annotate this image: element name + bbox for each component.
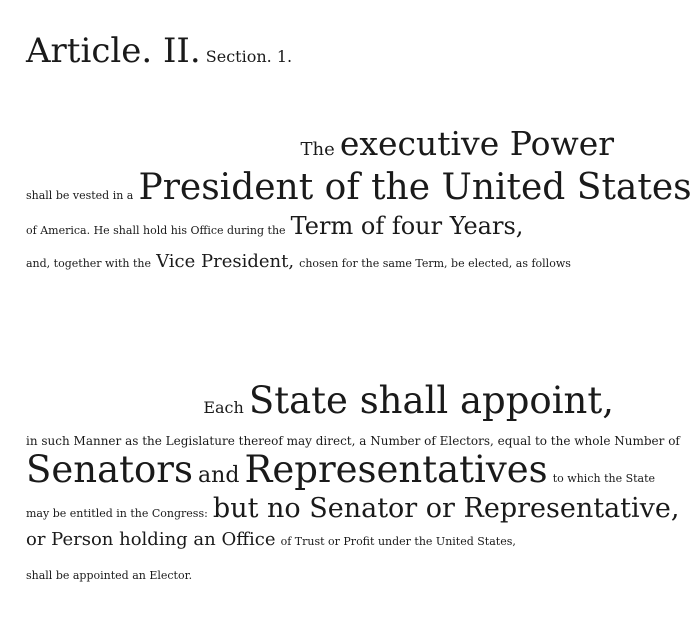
p1-line3 xyxy=(26,214,614,238)
p1-line1 xyxy=(26,124,614,163)
p2-line2 xyxy=(26,432,680,448)
p2-line3-small: to which the State xyxy=(552,472,656,485)
the-word: The xyxy=(300,139,335,160)
article-title: Article. II. xyxy=(26,31,201,71)
p2-line1 xyxy=(26,379,614,422)
p2-line3 xyxy=(26,448,656,491)
section-title: Section. 1. xyxy=(205,47,293,66)
executive-power-phrase: executive Power xyxy=(339,124,614,163)
state-shall-appoint-phrase: State shall appoint, xyxy=(248,379,614,422)
p2-line5-small: of Trust or Profit under the United States, xyxy=(280,535,516,548)
p2-line4 xyxy=(26,493,680,524)
p1-line4-small-a: and, together with the xyxy=(26,257,151,270)
representatives-word: Representatives xyxy=(244,448,548,491)
each-word: Each xyxy=(203,398,244,417)
p1-line4 xyxy=(26,253,614,271)
p2-line5 xyxy=(26,531,614,549)
p1-line3-small: of America. He shall hold his Office during the xyxy=(26,224,286,237)
p2-line2-text: in such Manner as the Legislature thereof may direct, a Number of Electors, equal to the whole Number of xyxy=(26,434,680,448)
no-senator-phrase: but no Senator or Representative, xyxy=(212,493,680,524)
vice-president-phrase: Vice President, xyxy=(156,251,295,272)
term-phrase: Term of four Years, xyxy=(290,212,524,240)
senators-word: Senators xyxy=(26,448,193,491)
p1-line2 xyxy=(26,167,692,208)
p2-line6-text: shall be appointed an Elector. xyxy=(26,569,193,582)
p2-line6 xyxy=(26,566,614,582)
p1-line2-small: shall be vested in a xyxy=(26,189,134,202)
and-word: and xyxy=(198,463,240,488)
article-heading xyxy=(26,31,614,71)
p1-line4-small-b: chosen for the same Term, be elected, as follows xyxy=(299,257,571,270)
person-holding-office-phrase: or Person holding an Office xyxy=(26,529,276,550)
president-phrase: President of the United States xyxy=(138,167,692,208)
p2-line4-small: may be entitled in the Congress: xyxy=(26,507,208,520)
